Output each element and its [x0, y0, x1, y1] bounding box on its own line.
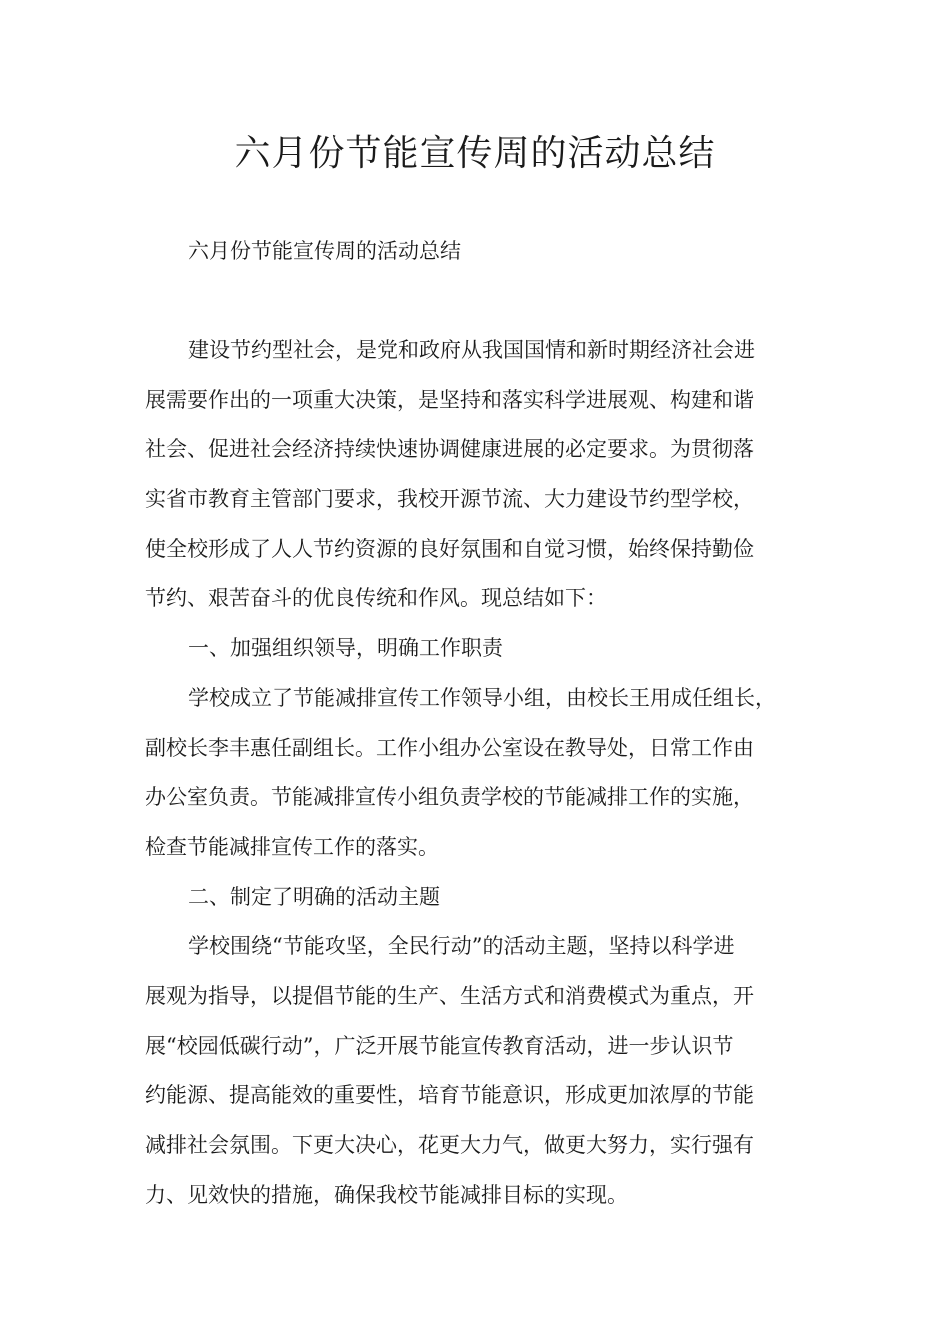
body-line: 社会、促进社会经济持续快速协调健康进展的必定要求。为贯彻落: [145, 437, 754, 462]
body-line: 学校成立了节能减排宣传工作领导小组，由校长王用成任组长，: [188, 685, 776, 710]
body-line: 展“校园低碳行动”，广泛开展节能宣传教育活动，进一步认识节: [145, 1033, 734, 1058]
body-line: 减排社会氛围。下更大决心，花更大力气，做更大努力，实行强有: [145, 1133, 754, 1157]
body-line: 办公室负责。节能减排宣传小组负责学校的节能减排工作的实施，: [145, 785, 754, 810]
body-line: 一、加强组织领导，明确工作职责: [188, 636, 503, 661]
body-line: 节约、艰苦奋斗的优良传统和作风。现总结如下：: [145, 586, 607, 611]
body-line: 建设节约型社会，是党和政府从我国国情和新时期经济社会进: [188, 338, 755, 362]
body-line: 展需要作出的一项重大决策，是坚持和落实科学进展观、构建和谐: [145, 387, 754, 412]
body-line: 实省市教育主管部门要求，我校开源节流、大力建设节约型学校，: [145, 487, 754, 512]
body-line: 副校长李丰惠任副组长。工作小组办公室设在教导处，日常工作由: [145, 735, 754, 760]
body-line: 力、见效快的措施，确保我校节能减排目标的实现。: [145, 1182, 628, 1207]
document-subtitle: 六月份节能宣传周的活动总结: [188, 239, 461, 263]
body-line: 检查节能减排宣传工作的落实。: [145, 834, 439, 859]
document-body: [145, 326, 835, 1220]
body-line: 约能源、提高能效的重要性，培育节能意识，形成更加浓厚的节能: [145, 1083, 754, 1108]
body-line: 学校围绕“节能攻坚，全民行动”的活动主题，坚持以科学进: [188, 934, 735, 959]
body-line: 二、制定了明确的活动主题: [188, 884, 440, 909]
body-line: 展观为指导，以提倡节能的生产、生活方式和消费模式为重点，开: [145, 983, 754, 1008]
body-line: 使全校形成了人人节约资源的良好氛围和自觉习惯，始终保持勤俭: [145, 536, 754, 561]
document-title: 六月份节能宣传周的活动总结: [234, 133, 716, 174]
